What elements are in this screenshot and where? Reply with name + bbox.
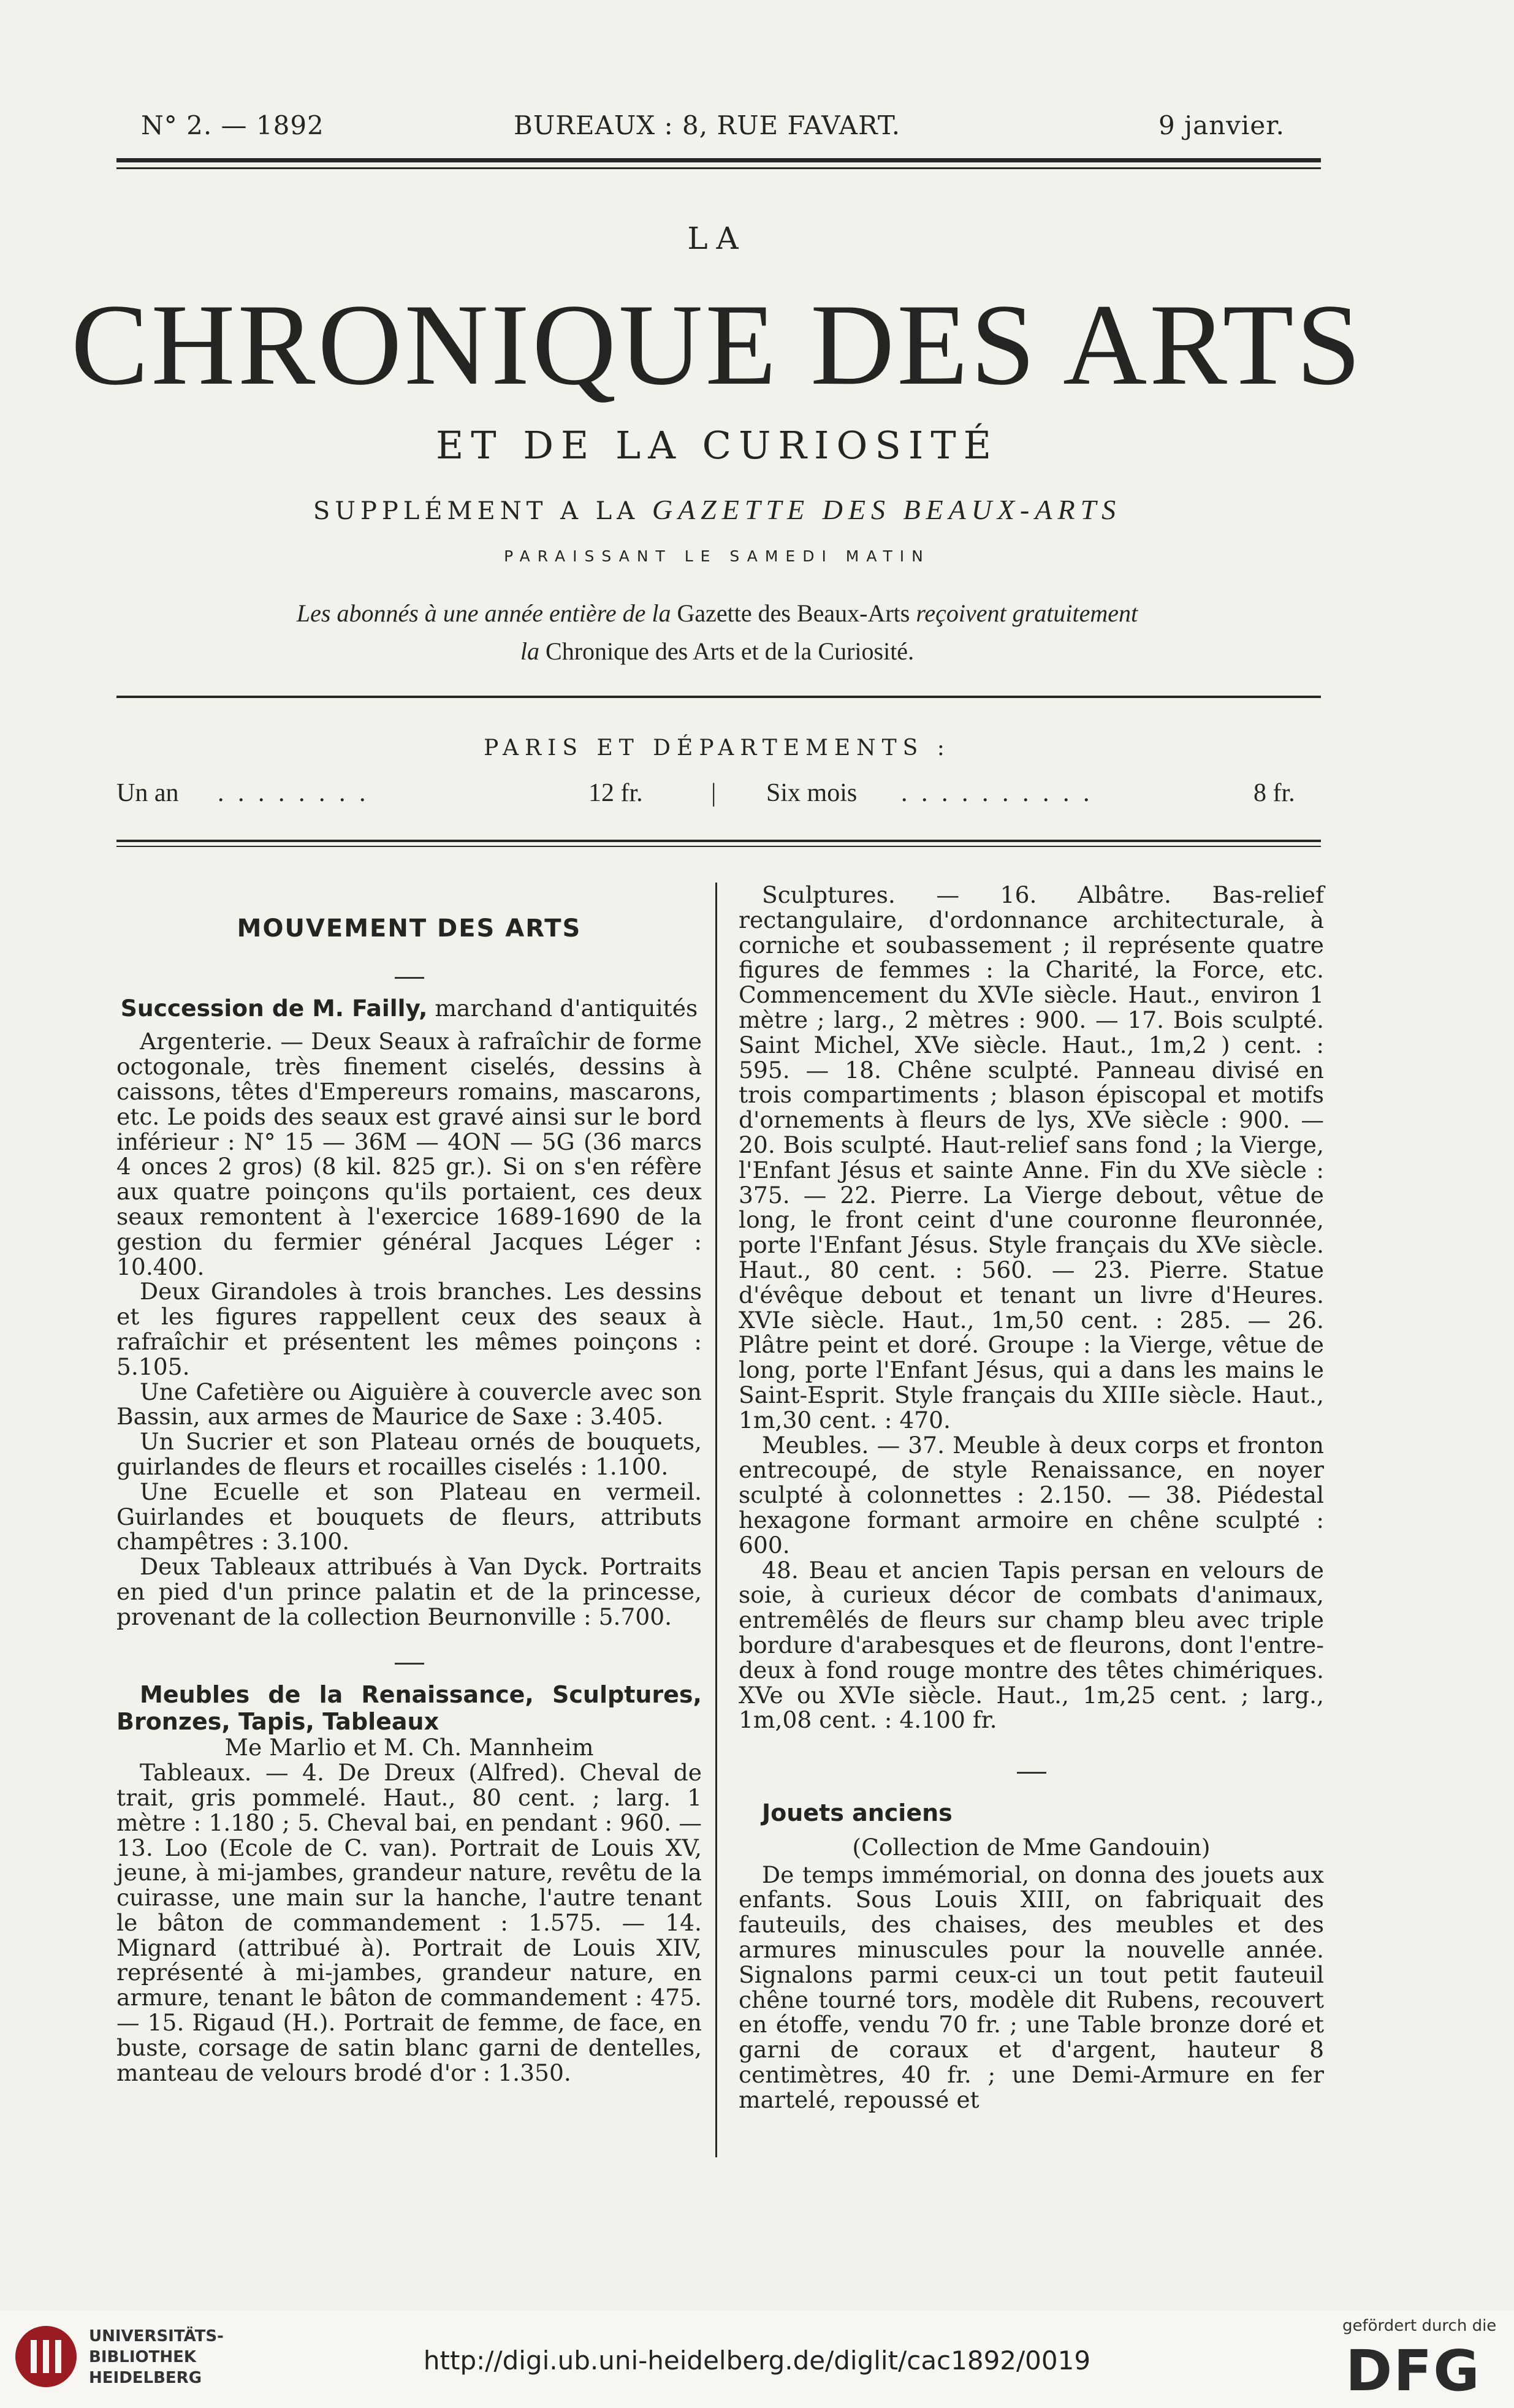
separator-dash xyxy=(739,1753,1324,1779)
header-thin-rule xyxy=(116,167,1321,169)
annual-price: 12 fr. xyxy=(588,779,643,807)
masthead-subtitle: ET DE LA CURIOSITÉ xyxy=(436,423,999,468)
left-column xyxy=(116,892,702,2085)
subscription-heading: PARIS ET DÉPARTEMENTS : xyxy=(484,735,951,761)
article-paragraph: Un Sucrier et son Plateau ornés de bouquets, guirlandes de fleurs et rocailles ciselés : 1.100. xyxy=(116,1428,702,1480)
section-heading: Jouets anciens xyxy=(762,1799,953,1826)
annual-dots: . . . . . . . . xyxy=(218,779,370,807)
sale-heading-rest: marchand d'antiquités xyxy=(427,994,698,1022)
price-rule-1 xyxy=(116,840,1321,842)
separator-dash xyxy=(116,1644,702,1669)
source-url-link[interactable]: http://digi.ub.uni-heidelberg.de/diglit/cac1892/0019 xyxy=(423,2345,1091,2376)
article-paragraph: Meubles. — 37. Meuble à deux corps et fronton entrecoupé, de style Renaissance, en noyer sculpté à colonnettes : 2.150. — 38. Piédestal hexagone formant armoire en chêne sculpté : 600. xyxy=(739,1431,1324,1559)
price-separator: | xyxy=(711,779,717,807)
subscriber-note-part: Gazette des Beaux-Arts xyxy=(677,599,910,627)
subscriber-note-part: Chronique des Arts et de la Curiosité. xyxy=(546,637,915,665)
bureaux-address: BUREAUX : 8, RUE FAVART. xyxy=(514,110,901,140)
issue-date: 9 janvier. xyxy=(1158,110,1285,140)
sale-heading: Meubles de la Renaissance, Sculptures, Bronzes, Tapis, Tableaux xyxy=(116,1681,702,1736)
article-paragraph: De temps immémorial, on donna des jouets aux enfants. Sous Louis XIII, on fabriquait des fauteuils, des chaises, des meubles et des armures minuscules pour la nouvelle année. Signalons parmi ceux-ci un tout petit fauteuil chêne tourné tors, modèle dit Rubens, recouvert en étoffe, vendu 70 fr. ; une Table bronze doré et garni de coraux et d'argent, hauteur 8 centimètres, 40 fr. ; une Demi-Armure en fer martelé, repoussé et xyxy=(739,1861,1324,2113)
article-paragraph: 48. Beau et ancien Tapis persan en velours de soie, à curieux décor de combats d'animaux, entremêlés de fleurs sur champ bleu avec triple bordure d'arabesques et de fleurons, dont l'entre-deux à fond rouge montre des têtes chimériques. XVe ou XVIe siècle. Haut., 1m,25 cent. ; larg., 1m,08 cent. : 4.100 fr. xyxy=(739,1556,1324,1734)
subscriber-note-part: reçoivent gratuitement xyxy=(916,599,1138,627)
sale-heading-bold: Succession de M. Failly, xyxy=(120,994,428,1022)
masthead-la: LA xyxy=(687,221,747,256)
supplement-prefix: SUPPLÉMENT A LA xyxy=(313,497,640,525)
sale-experts: Me Marlio et M. Ch. Mannheim xyxy=(224,1734,594,1761)
publication-schedule: PARAISSANT LE SAMEDI MATIN xyxy=(504,547,930,565)
separator-dash xyxy=(116,959,702,984)
library-name-line: BIBLIOTHEK xyxy=(89,2348,197,2366)
masthead-title: CHRONIQUE DES ARTS xyxy=(70,281,1364,409)
dfg-logo: DFG xyxy=(1345,2338,1481,2404)
header-thick-rule xyxy=(116,158,1321,162)
article-paragraph: Deux Girandoles à trois branches. Les dessins et les figures rappellent ceux des seaux à rafraîchir et présentent les mêmes poinçons : 5.105. xyxy=(116,1278,702,1380)
section-subheading: (Collection de Mme Gandouin) xyxy=(852,1833,1211,1861)
article-paragraph: Argenterie. — Deux Seaux à rafraîchir de forme octogonale, très finement ciselés, dessins à caissons, têtes d'Empereurs romains, mascarons, etc. Le poids des seaux est gravé ainsi sur le bord inférieur : N° 15 — 36M — 4ON — 5G (36 marcs 4 onces 2 gros) (8 kil. 825 gr.). Si on s'en réfère aux quatre poinçons qu'ils portaient, ces deux seaux remontent à l'exercice 1689-1690 de la gestion du fermier général Jacques Léger : 10.400. xyxy=(116,1028,702,1280)
half-year-price: 8 fr. xyxy=(1253,779,1295,807)
article-paragraph: Deux Tableaux attribués à Van Dyck. Portraits en pied d'un prince palatin et de la princesse, provenant de la collection Beurnonville : 5.700. xyxy=(116,1553,702,1630)
right-column xyxy=(739,883,1324,2113)
library-name-line: UNIVERSITÄTS- xyxy=(89,2327,224,2345)
article-paragraph: Sculptures. — 16. Albâtre. Bas-relief rectangulaire, d'ordonnance architecturale, à corniche et soubassement ; il représente quatre figures de femmes : la Charité, la Force, etc. Commencement du XVIe siècle. Haut., environ 1 mètre ; larg., 2 mètres : 900. — 17. Bois sculpté. Saint Michel, XVe siècle. Haut., 1m,2 ) cent. : 595. — 18. Chêne sculpté. Panneau divisé en trois compartiments ; blason épiscopal et motifs d'ornements à fleurs de lys, XVe siècle : 900. — 20. Bois sculpté. Haut-relief sans fond ; la Vierge, l'Enfant Jésus et sainte Anne. Fin du XVe siècle : 375. — 22. Pierre. La Vierge debout, vêtue de long, le front ceint d'une couronne fleuronnée, porte l'Enfant Jésus. Style français du XVe siècle. Haut., 80 cent. : 560. — 23. Pierre. Statue d'évêque debout et tenant un livre d'Heures. XVIe siècle. Haut., 1m,50 cent. : 285. — 26. Plâtre peint et doré. Groupe : la Vierge, vêtue de long, porte l'Enfant Jésus, qui a dans les mains le Saint-Esprit. Style français du XIIIe siècle. Haut., 1m,30 cent. : 470. xyxy=(739,881,1324,1434)
subscriber-note-part: la xyxy=(520,637,540,665)
subscriber-note xyxy=(0,594,1434,670)
supplement-line xyxy=(0,493,1434,526)
article-paragraph: Une Ecuelle et son Plateau en vermeil. Guirlandes et bouquets de fleurs, attributs champêtres : 3.100. xyxy=(116,1478,702,1555)
subscriber-note-part: Les abonnés à une année entière de la xyxy=(296,599,671,627)
sale-heading xyxy=(116,996,702,1021)
library-name-line: HEIDELBERG xyxy=(89,2369,202,2387)
funding-label: gefördert durch die xyxy=(1342,2317,1497,2335)
price-rule-2 xyxy=(116,846,1321,847)
article-paragraph: Une Cafetière ou Aiguière à couvercle avec son Bassin, aux armes de Maurice de Saxe : 3.405. xyxy=(116,1378,702,1430)
masthead-rule xyxy=(116,696,1321,698)
article-paragraph: Tableaux. — 4. De Dreux (Alfred). Cheval de trait, gris pommelé. Haut., 80 cent. ; larg. 1 mètre : 1.180 ; 5. Cheval bai, en pendant : 960. — 13. Loo (Ecole de C. van). Portrait de Louis XV, jeune, à mi-jambes, grandeur nature, revêtu de la cuirasse, une main sur la hanche, l'autre tenant le bâton de commandement : 1.575. — 14. Mignard (attribué à). Portrait de Louis XIV, représenté à mi-jambes, grandeur nature, en armure, tenant le bâton de commandement : 475. — 15. Rigaud (H.). Portrait de femme, de face, en buste, corsage de satin blanc garni de dentelles, manteau de velours brodé d'or : 1.350. xyxy=(116,1759,702,2086)
half-year-label: Six mois xyxy=(766,779,858,807)
supplement-gazette: GAZETTE DES BEAUX-ARTS xyxy=(652,494,1122,525)
issue-number: N° 2. — 1892 xyxy=(141,110,324,140)
annual-label: Un an xyxy=(116,779,179,807)
half-year-dots: . . . . . . . . . . xyxy=(901,779,1094,807)
column-divider xyxy=(715,883,717,2157)
section-title: MOUVEMENT DES ARTS xyxy=(237,914,582,943)
